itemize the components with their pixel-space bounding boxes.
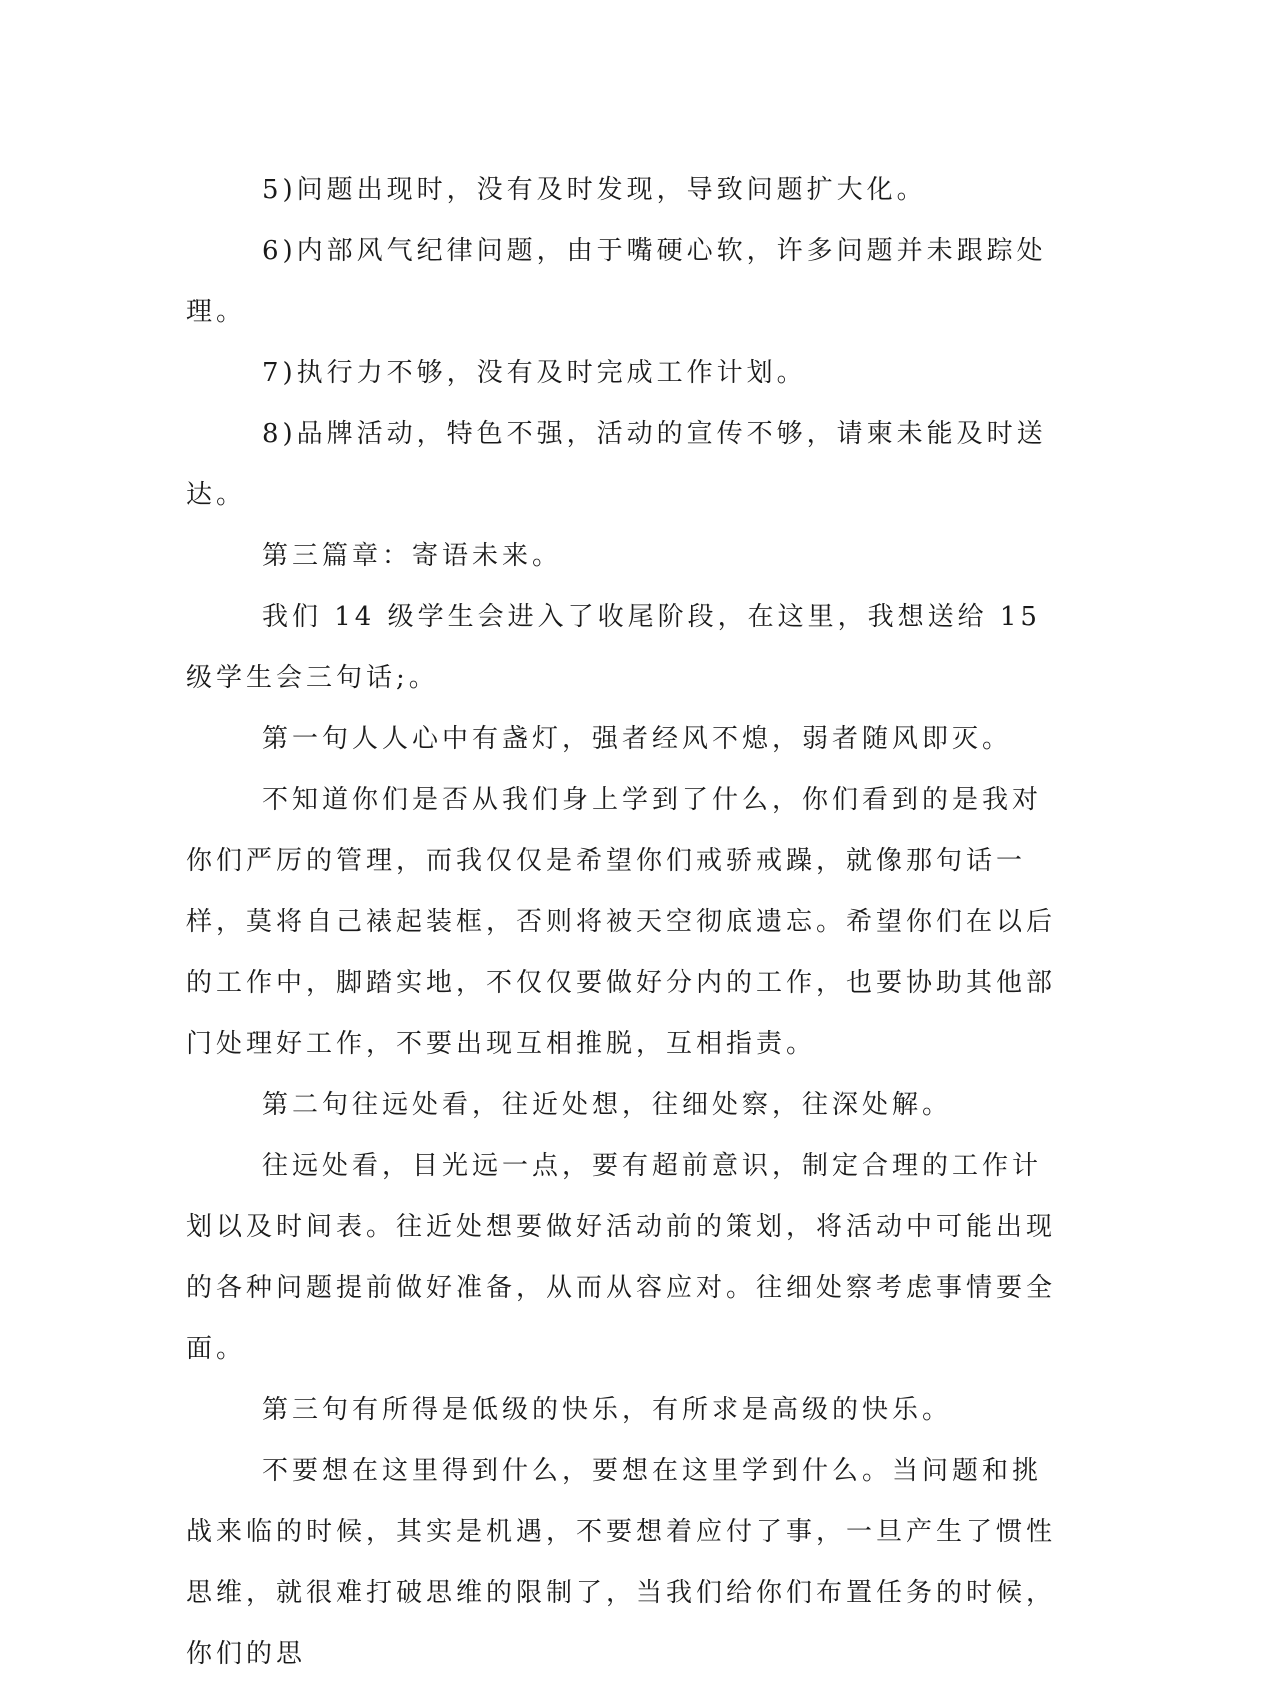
section-heading: 第三篇章：寄语未来。: [262, 541, 563, 571]
paragraph-first-explanation: 不知道你们是否从我们身上学到了什么，你们看到的是我对你们严厉的管理，而我仅仅是希望你们戒骄戒躁，就像那句话一样，莫将自己裱起装框，否则将被天空彻底遗忘。希望你们在以后的工作中，脚踏实地，不仅仅要做好分内的工作，也要协助其他部门处理好工作，不要出现互相推脱，互相指责。: [186, 785, 1057, 1059]
paragraph-item-5: 5)问题出现时，没有及时发现，导致问题扩大化。: [262, 175, 927, 205]
document-body: [186, 160, 1066, 1685]
paragraph-item-6: 6)内部风气纪律问题，由于嘴硬心软，许多问题并未跟踪处理。: [186, 236, 1047, 327]
paragraph-item-7: 7)执行力不够，没有及时完成工作计划。: [262, 358, 807, 388]
paragraph-intro: 我们 14 级学生会进入了收尾阶段，在这里，我想送给 15 级学生会三句话;。: [186, 602, 1054, 693]
paragraph-item-8: 8)品牌活动，特色不强，活动的宣传不够，请柬未能及时送达。: [186, 419, 1047, 510]
quote-third: 第三句有所得是低级的快乐，有所求是高级的快乐。: [262, 1395, 953, 1425]
quote-first: 第一句人人心中有盏灯，强者经风不熄，弱者随风即灭。: [262, 724, 1013, 754]
quote-second: 第二句往远处看，往近处想，往细处察，往深处解。: [262, 1090, 953, 1120]
paragraph-third-explanation: 不要想在这里得到什么，要想在这里学到什么。当问题和挑战来临的时候，其实是机遇，不要想着应付了事，一旦产生了惯性思维，就很难打破思维的限制了，当我们给你们布置任务的时候，你们的思: [186, 1456, 1057, 1669]
paragraph-second-explanation: 往远处看，目光远一点，要有超前意识，制定合理的工作计划以及时间表。往近处想要做好活动前的策划，将活动中可能出现的各种问题提前做好准备，从而从容应对。往细处察考虑事情要全面。: [186, 1151, 1057, 1364]
